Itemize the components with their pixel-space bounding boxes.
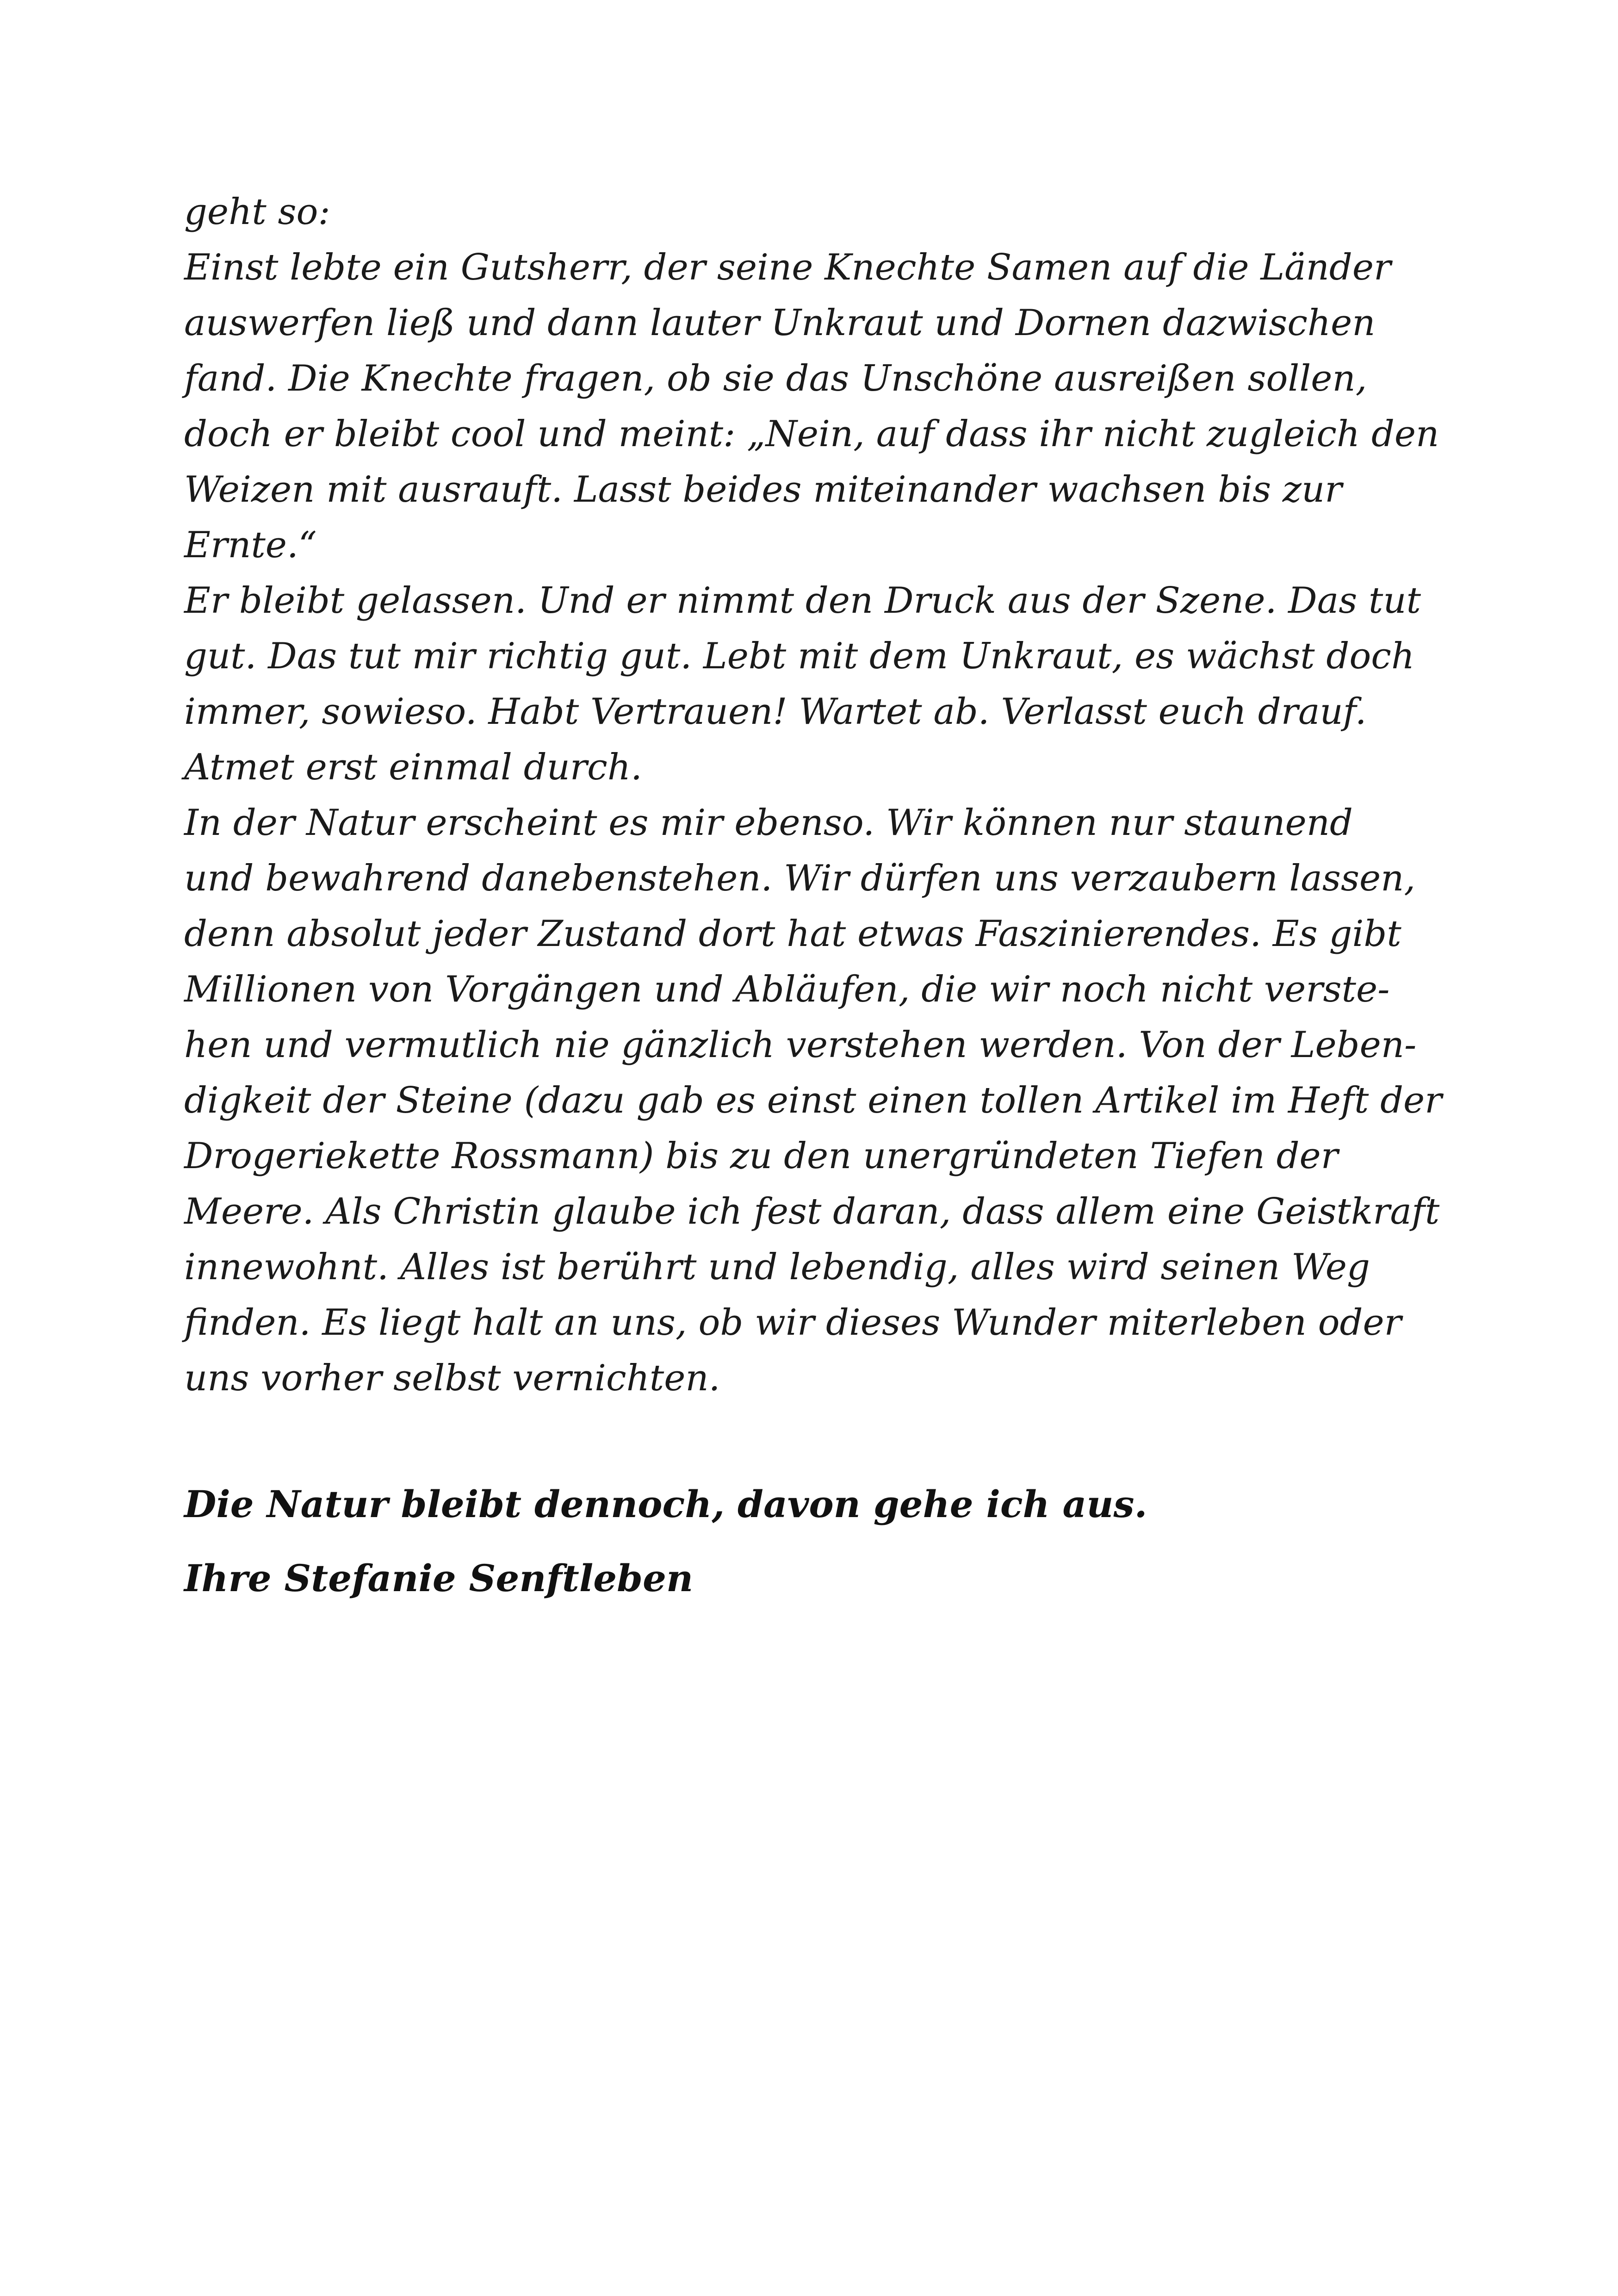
text-line: digkeit der Steine (dazu gab es einst einen tollen Artikel im Heft der — [184, 1080, 1442, 1121]
text-line: Atmet erst einmal durch. — [184, 747, 642, 788]
text-line: finden. Es liegt halt an uns, ob wir dieses Wunder miterleben oder — [184, 1302, 1401, 1344]
text-line: innewohnt. Alles ist berührt und lebendig, alles wird seinen Weg — [184, 1246, 1370, 1288]
text-line: uns vorher selbst vernichten. — [184, 1357, 720, 1399]
text-line: Einst lebte ein Gutsherr, der seine Knechte Samen auf die Länder — [184, 247, 1391, 288]
text-line: fand. Die Knechte fragen, ob sie das Unschöne ausreißen sollen, — [184, 358, 1367, 399]
text-line: Weizen mit ausrauft. Lasst beides miteinander wachsen bis zur — [184, 469, 1342, 510]
closing-statement: Die Natur bleibt dennoch, davon gehe ich aus. — [184, 1482, 1147, 1526]
text-line: Millionen von Vorgängen und Abläufen, die wir noch nicht verste- — [184, 969, 1390, 1010]
text-line: gut. Das tut mir richtig gut. Lebt mit dem Unkraut, es wächst doch — [184, 635, 1415, 677]
text-line: Meere. Als Christin glaube ich fest daran, dass allem eine Geistkraft — [184, 1191, 1440, 1232]
text-line: In der Natur erscheint es mir ebenso. Wir können nur staunend — [184, 802, 1353, 844]
text-line: immer, sowieso. Habt Vertrauen! Wartet ab. Verlasst euch drauf. — [184, 691, 1367, 733]
text-line: und bewahrend danebenstehen. Wir dürfen uns verzaubern lassen, — [184, 858, 1416, 899]
text-line: Er bleibt gelassen. Und er nimmt den Druck aus der Szene. Das tut — [184, 580, 1421, 622]
text-line: Ernte.“ — [184, 524, 317, 566]
text-line: denn absolut jeder Zustand dort hat etwas Faszinierendes. Es gibt — [184, 913, 1401, 955]
signature: Ihre Stefanie Senftleben — [184, 1556, 694, 1600]
text-line: Drogeriekette Rossmann) bis zu den unergründeten Tiefen der — [184, 1135, 1338, 1177]
text-line: geht so: — [184, 191, 330, 233]
text-line: doch er bleibt cool und meint: „Nein, auf dass ihr nicht zugleich den — [184, 413, 1439, 455]
text-line: auswerfen ließ und dann lauter Unkraut und Dornen dazwischen — [184, 302, 1376, 344]
text-line: hen und vermutlich nie gänzlich verstehen werden. Von der Leben- — [184, 1024, 1417, 1066]
body-text — [184, 184, 1443, 1406]
